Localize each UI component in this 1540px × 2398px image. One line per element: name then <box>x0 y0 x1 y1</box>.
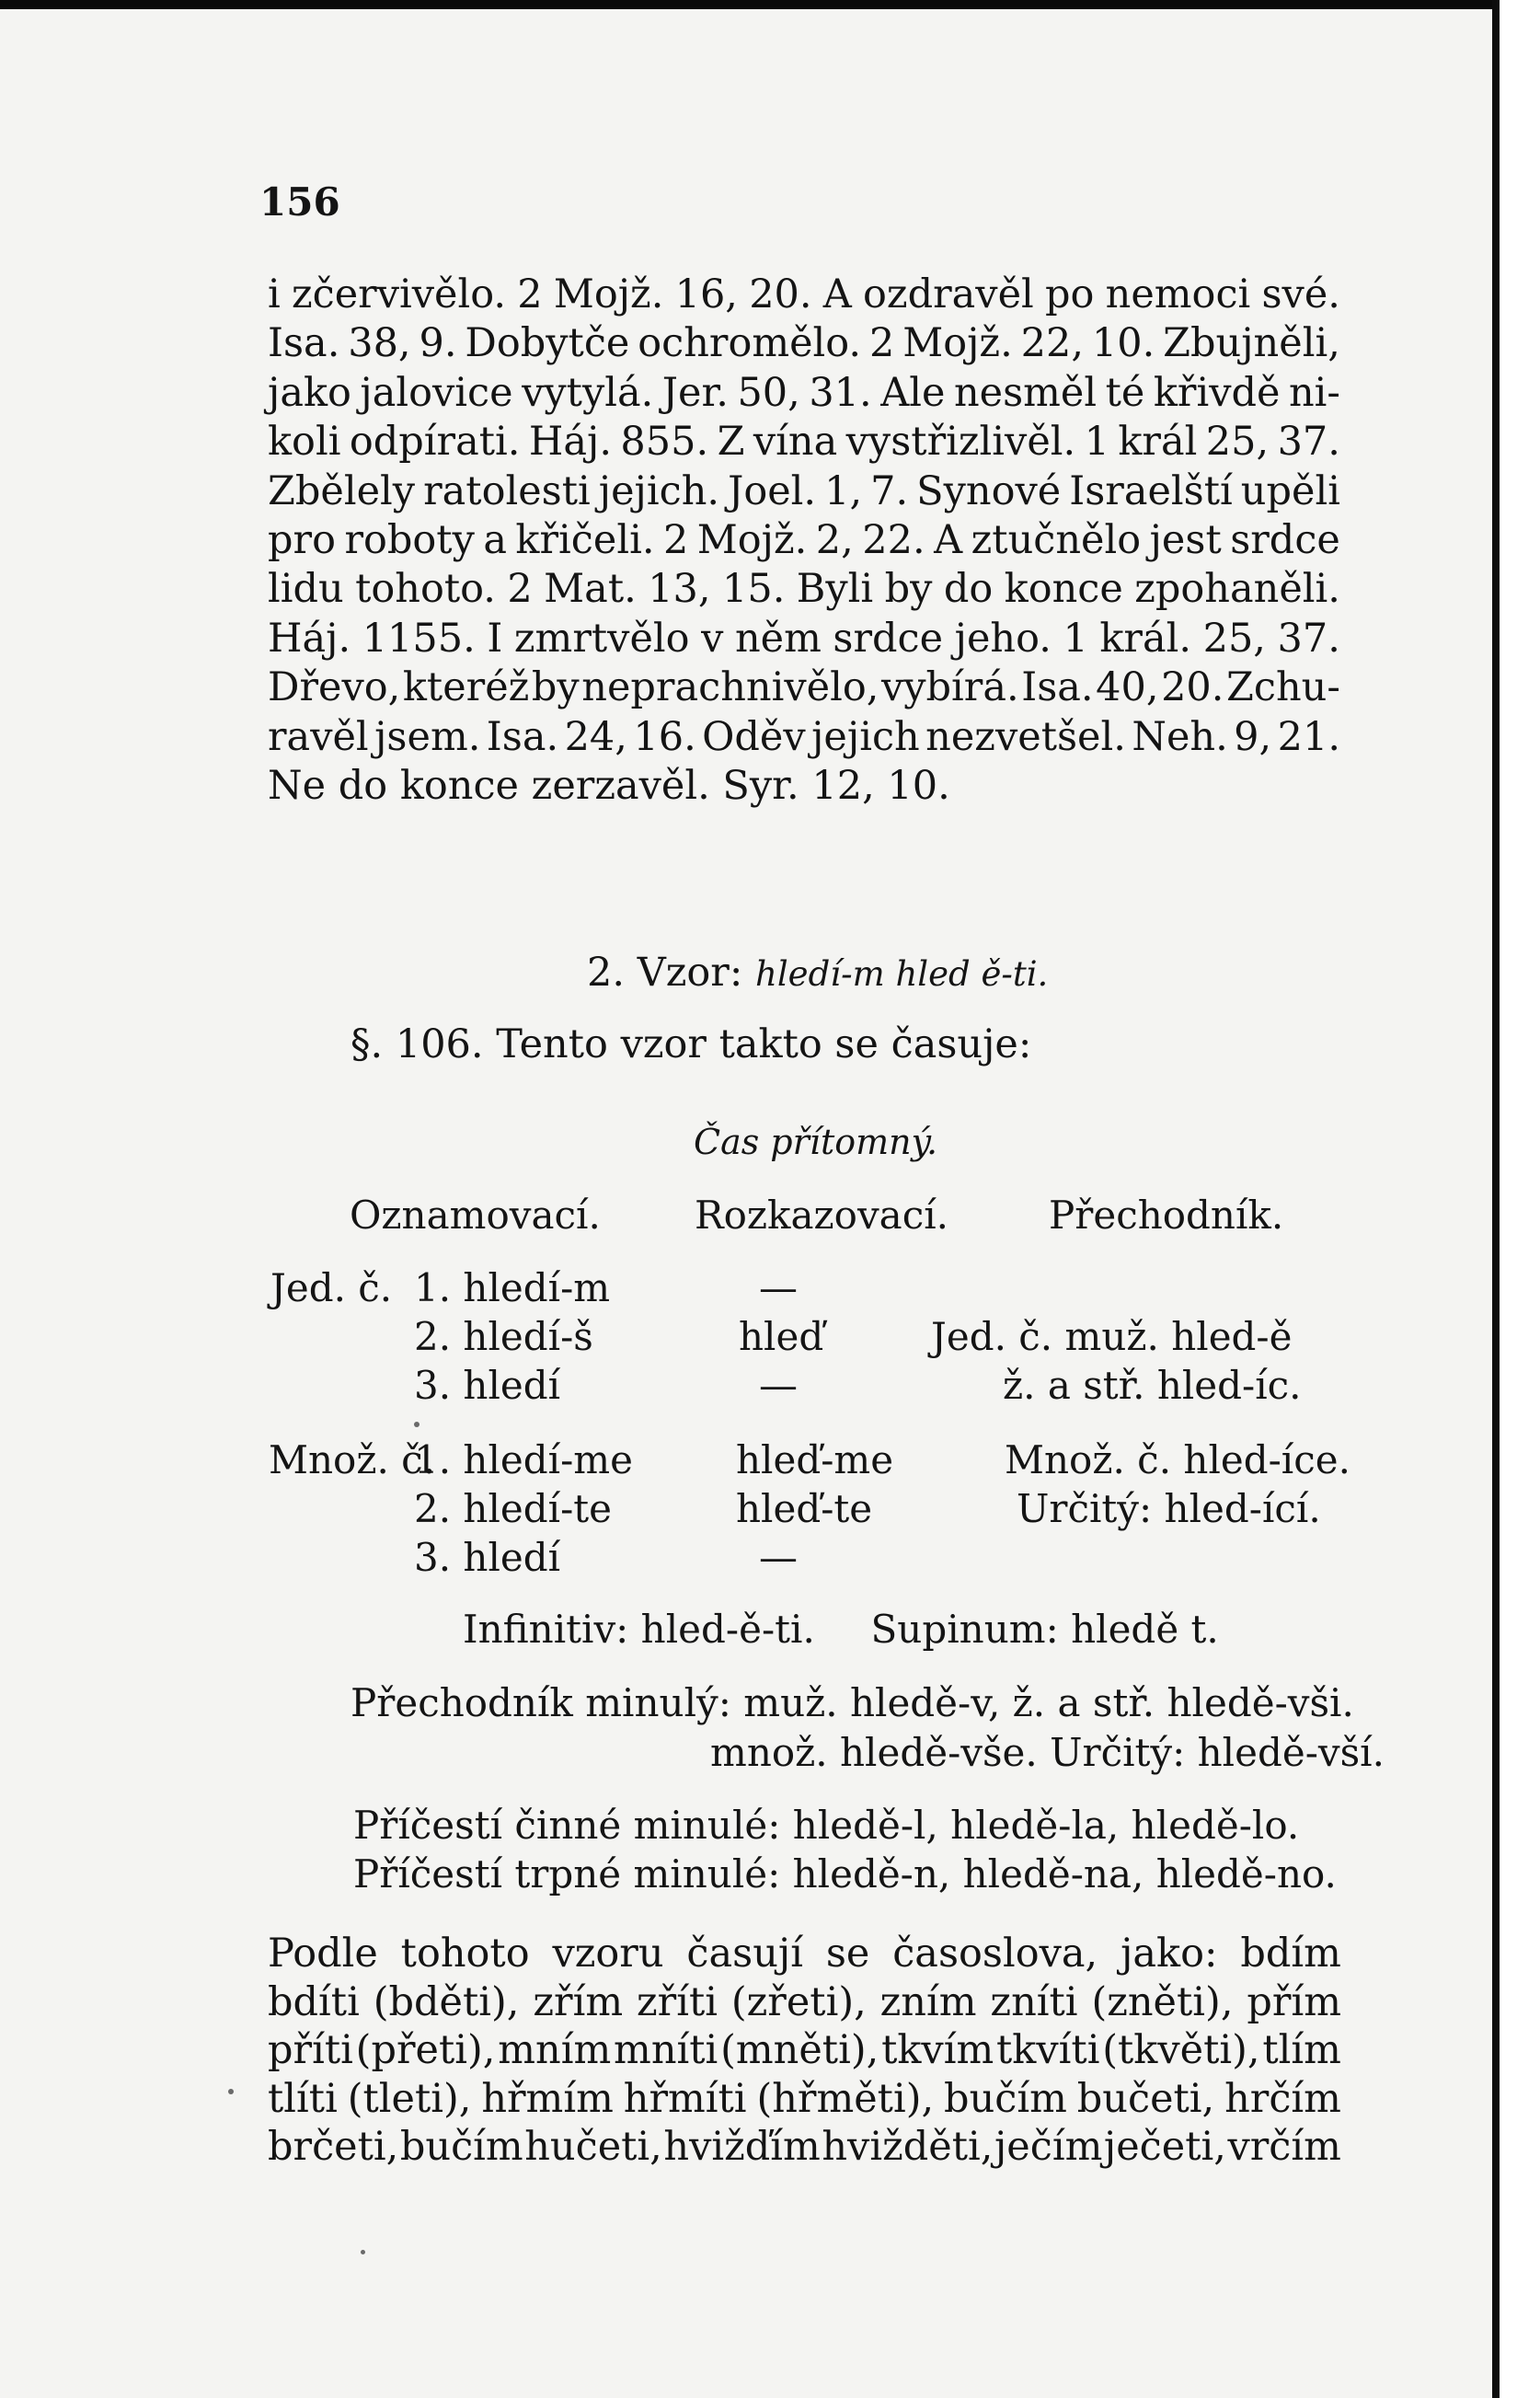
indicative-sg-1: 1. hledí-m <box>414 1265 611 1310</box>
word: zříti <box>636 1978 718 2025</box>
word: Zbělely <box>268 467 416 514</box>
word: Oděv <box>702 713 806 760</box>
word: 20. <box>1161 664 1224 711</box>
word: ztučnělo <box>971 517 1142 563</box>
paragraph-line <box>268 419 1340 466</box>
word: tkvím <box>881 2027 994 2074</box>
page-number: 156 <box>259 179 340 225</box>
word: (zněti), <box>1091 1978 1234 2025</box>
word: a <box>483 517 507 563</box>
word: hvižděti, <box>822 2124 994 2171</box>
word: něm <box>734 615 822 662</box>
word: (zřeti), <box>730 1978 867 2025</box>
word: by <box>531 664 580 711</box>
word: 22, <box>1020 320 1085 367</box>
word: příti <box>268 2027 353 2074</box>
word: časoslova, <box>892 1931 1098 1977</box>
word: Ale <box>880 369 946 416</box>
word: 37. <box>1277 615 1340 662</box>
word: po <box>1045 271 1095 317</box>
word: (tleti), <box>347 2075 472 2122</box>
word: zníti <box>990 1978 1078 2025</box>
word: časují <box>686 1931 803 1977</box>
word: 10. <box>1091 320 1155 367</box>
word: konce <box>1004 566 1123 613</box>
word: tlíti <box>268 2075 338 2122</box>
word: 2 <box>507 566 533 613</box>
word: kteréž <box>402 664 530 711</box>
word: ochromělo. <box>638 320 862 367</box>
word: bdím <box>1240 1931 1341 1977</box>
word: 1155. <box>362 615 476 662</box>
header-transgressive: Přechodník. <box>1049 1193 1284 1238</box>
imperative-sg-2: hleď <box>739 1314 824 1359</box>
word: srdce <box>1230 517 1340 563</box>
word: Isa. <box>268 320 340 367</box>
participle-passive: Příčestí trpné minulé: hledě-n, hledě-na, hledě-no. <box>353 1851 1337 1896</box>
word: 7. <box>870 467 909 514</box>
indicative-sg-2: 2. hledí-š <box>414 1314 593 1359</box>
paragraph-line <box>268 713 1340 760</box>
word: Isa. <box>1021 664 1094 711</box>
word: zním <box>879 1978 977 2025</box>
infinitive: Infinitiv: hled-ě-ti. <box>463 1607 815 1652</box>
word: bučím <box>944 2075 1067 2122</box>
transgressive-sg-fem-neut: ž. a stř. hled-íc. <box>1003 1363 1302 1408</box>
word: Synové <box>916 467 1062 514</box>
paragraph-line <box>268 2075 1341 2122</box>
word: zčervivělo. <box>291 271 507 317</box>
page-edge-shadow <box>1492 0 1500 2398</box>
word: vína <box>753 419 838 466</box>
word: ratolesti <box>423 467 591 514</box>
plural-label: Množ. č. <box>269 1437 436 1482</box>
word: Byli <box>796 566 874 613</box>
word: 31. <box>809 369 872 416</box>
transgressive-definite: Určitý: hled-ící. <box>1017 1486 1321 1531</box>
word: Háj. <box>528 419 612 466</box>
word: tkvíti <box>996 2027 1100 2074</box>
word: 1 <box>1084 419 1109 466</box>
paragraph-line <box>268 271 1340 317</box>
word: mníti <box>614 2027 718 2074</box>
word: (hřměti), <box>756 2075 935 2122</box>
word: tohoto <box>400 1931 530 1977</box>
section-heading-example: hledí-m hled ě-ti. <box>755 954 1049 994</box>
word: 21. <box>1277 713 1340 760</box>
imperative-sg-1: — <box>759 1265 798 1310</box>
word: lidu <box>268 566 344 613</box>
word: jalovice <box>360 369 513 416</box>
indicative-pl-3: 3. hledí <box>414 1535 561 1580</box>
word: 16. <box>633 713 696 760</box>
word: Dřevo, <box>268 664 401 711</box>
word: srdce <box>833 615 944 662</box>
paragraph-line <box>268 467 1340 514</box>
word: křivdě <box>1153 369 1281 416</box>
word: vzoru <box>552 1931 664 1977</box>
header-indicative: Oznamovací. <box>350 1193 601 1238</box>
word: hvižďím <box>663 2124 821 2171</box>
past-transgressive-label: Přechodník minulý: <box>351 1680 731 1725</box>
word: mním <box>498 2027 612 2074</box>
participle-active: Příčestí činné minulé: hledě-l, hledě-la, hledě-lo. <box>353 1803 1300 1848</box>
word: (mněti), <box>720 2027 879 2074</box>
word: bučeti, <box>1076 2075 1215 2122</box>
word: brčeti, <box>268 2124 399 2171</box>
word: koli <box>268 419 341 466</box>
imperative-pl-2: hleď-te <box>736 1486 873 1531</box>
word: se <box>825 1931 870 1977</box>
word: 24, <box>564 713 627 760</box>
word: i <box>268 271 281 317</box>
past-transgressive-line-1 <box>351 1680 1354 1725</box>
word: ni- <box>1288 369 1340 416</box>
word: jsem. <box>374 713 481 760</box>
word: 2 <box>868 320 895 367</box>
word: Podle <box>268 1931 378 1977</box>
word: 22. <box>862 517 925 563</box>
paragraph-line <box>268 664 1340 711</box>
word: Dobytče <box>465 320 630 367</box>
transgressive-pl: Množ. č. hled-íce. <box>1005 1437 1350 1482</box>
word: upěli <box>1240 467 1340 514</box>
tense-heading: Čas přítomný. <box>694 1122 938 1162</box>
paragraph-line <box>268 1931 1341 1977</box>
word: nesměl <box>953 369 1098 416</box>
word: do <box>943 566 994 613</box>
word: hrčím <box>1224 2075 1341 2122</box>
word: Zchu- <box>1226 664 1340 711</box>
word: Israelští <box>1069 467 1233 514</box>
word: (tkvěti), <box>1102 2027 1260 2074</box>
word: tohoto. <box>355 566 496 613</box>
word: Zbujněli, <box>1163 320 1340 367</box>
word: 15. <box>721 566 786 613</box>
word: Mojž. <box>902 320 1013 367</box>
word: neprachnivělo, <box>581 664 879 711</box>
word: 25, <box>1205 419 1270 466</box>
word: by <box>884 566 933 613</box>
margin-speck <box>228 2089 234 2094</box>
paragraph-line <box>268 615 1340 662</box>
indicative-pl-2: 2. hledí-te <box>414 1486 613 1531</box>
imperative-pl-1: hleď-me <box>736 1437 894 1482</box>
word: ječím <box>994 2124 1103 2171</box>
word: odpírati. <box>349 419 521 466</box>
word: hřmíti <box>623 2075 747 2122</box>
word: 40, <box>1096 664 1159 711</box>
word: 50, <box>737 369 800 416</box>
paragraph-last-line: Ne do konce zerzavěl. Syr. 12, 10. <box>268 763 950 809</box>
infinitive-line <box>463 1607 1219 1652</box>
word: roboty <box>344 517 475 563</box>
word: hřmím <box>481 2075 614 2122</box>
word: jako: <box>1121 1931 1218 1977</box>
word: král <box>1118 419 1198 466</box>
word: I <box>487 615 503 662</box>
word: 1 <box>1063 615 1088 662</box>
transgressive-sg-masc: Jed. č. muž. hled-ě <box>931 1314 1293 1359</box>
section-106: §. 106. Tento vzor takto se časuje: <box>351 1021 1032 1067</box>
word: tlím <box>1262 2027 1341 2074</box>
print-speck <box>414 1422 419 1427</box>
word: Mojž. <box>553 271 664 317</box>
imperative-sg-3: — <box>759 1363 798 1408</box>
word: ozdravěl <box>863 271 1034 317</box>
word: zmrtvělo <box>513 615 690 662</box>
indicative-sg-3: 3. hledí <box>414 1363 561 1408</box>
word: 20. <box>749 271 812 317</box>
singular-label: Jed. č. <box>270 1265 393 1310</box>
header-imperative: Rozkazovací. <box>695 1193 949 1238</box>
word: 2, <box>815 517 854 563</box>
word: křičeli. <box>515 517 655 563</box>
word: v <box>701 615 724 662</box>
word: jako <box>268 369 351 416</box>
paragraph-line <box>268 369 1340 416</box>
word: vystřizlivěl. <box>845 419 1076 466</box>
past-transgressive-line-2: množ. hledě-vše. Určitý: hledě-vší. <box>710 1730 1385 1775</box>
word: Z <box>717 419 745 466</box>
word: nezvetšel. <box>925 713 1126 760</box>
word: přím <box>1247 1978 1341 2025</box>
word: jejich. <box>598 467 720 514</box>
word: 9, <box>1234 713 1272 760</box>
word: své. <box>1261 271 1340 317</box>
word: zřím <box>533 1978 624 2025</box>
word: 1, <box>824 467 863 514</box>
imperative-pl-3: — <box>759 1535 798 1580</box>
word: bdíti <box>268 1978 360 2025</box>
word: král. <box>1099 615 1192 662</box>
word: Jer. <box>661 369 729 416</box>
section-heading <box>587 950 1049 996</box>
word: A <box>934 517 963 563</box>
word: 855. <box>620 419 709 466</box>
word: pro <box>268 517 336 563</box>
word: nemoci <box>1105 271 1251 317</box>
supinum: Supinum: hledě t. <box>870 1607 1219 1652</box>
indicative-pl-1: 1. hledí-me <box>414 1437 633 1482</box>
word: ravěl <box>268 713 369 760</box>
word: Isa. <box>486 713 559 760</box>
word: bučím <box>399 2124 523 2171</box>
word: 9. <box>419 320 457 367</box>
paragraph-line <box>268 320 1340 367</box>
word: Neh. <box>1132 713 1228 760</box>
paragraph-line <box>268 2124 1341 2171</box>
past-transgressive-forms-1: muž. hledě-v, ž. a stř. hledě-vši. <box>743 1680 1354 1725</box>
paragraph-line <box>268 1978 1341 2025</box>
word: jeho. <box>954 615 1052 662</box>
word: (bděti), <box>373 1978 520 2025</box>
word: vytylá. <box>522 369 654 416</box>
word: hučeti, <box>524 2124 662 2171</box>
word: jest <box>1149 517 1222 563</box>
word: 38, <box>348 320 411 367</box>
word: 2 <box>517 271 543 317</box>
word: 13, <box>648 566 711 613</box>
margin-speck-lower <box>361 2250 365 2254</box>
word: Joel. <box>728 467 817 514</box>
word: Háj. <box>268 615 351 662</box>
word: vrčím <box>1227 2124 1341 2171</box>
word: 16, <box>674 271 738 317</box>
word: zpohaněli. <box>1134 566 1340 613</box>
paragraph-line <box>268 517 1340 563</box>
word: Mat. <box>544 566 637 613</box>
word: 37. <box>1277 419 1340 466</box>
word: 25, <box>1202 615 1266 662</box>
word: vybírá. <box>880 664 1019 711</box>
word: (přeti), <box>355 2027 496 2074</box>
paragraph-line <box>268 566 1340 613</box>
word: ječeti, <box>1103 2124 1226 2171</box>
word: 2 <box>662 517 689 563</box>
word: Mojž. <box>696 517 808 563</box>
section-heading-prefix: 2. Vzor: <box>587 950 743 996</box>
word: té <box>1105 369 1145 416</box>
paragraph-line <box>268 2027 1341 2074</box>
word: jejich <box>811 713 920 760</box>
word: A <box>822 271 852 317</box>
